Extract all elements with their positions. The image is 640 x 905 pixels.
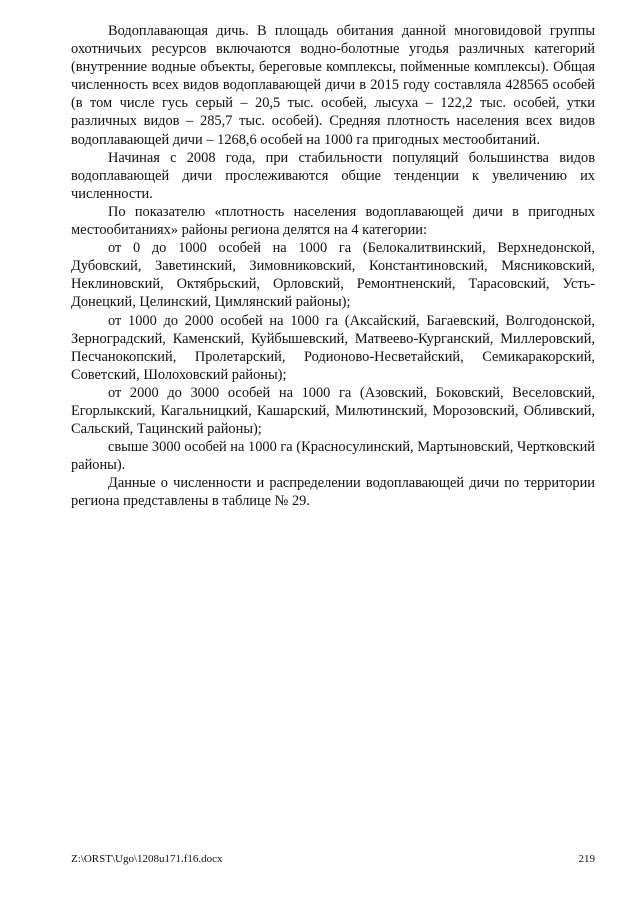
paragraph-waterfowl-intro: Водоплавающая дичь. В площадь обитания данной многовидовой группы охотничьих ресурсов включаются водно-болотные угодья различных категорий (внутренние водные объекты, береговые комплексы, пойменные комплексы). Общая численность всех видов водоплавающей дичи в 2015 году составляла 428565 особей (в том числе гусь серый – 20,5 тыс. особей, лысуха – 122,2 тыс. особей, утки различных видов – 285,7 тыс. особей). Средняя плотность населения всех видов водоплавающей дичи – 1268,6 особей на 1000 га пригодных местообитаний. <box>71 23 595 148</box>
paragraph-category-over-3000: свыше 3000 особей на 1000 га (Красносулинский, Мартыновский, Чертковский районы). <box>71 439 595 474</box>
page-number: 219 <box>578 853 595 865</box>
paragraph-table-reference: Данные о численности и распределении водоплавающей дичи по территории региона представлены в таблице № 29. <box>71 475 595 510</box>
document-body <box>71 22 595 511</box>
paragraph-category-0-1000: от 0 до 1000 особей на 1000 га (Белокалитвинский, Верхнедонской, Дубовский, Заветинский, Зимовниковский, Константиновский, Мясниковский, Неклиновский, Октябрьский, Орловский, Ремонтненский, Тарасовский, Усть-Донецкий, Целинский, Цимлянский районы); <box>71 240 595 311</box>
paragraph-category-1000-2000: от 1000 до 2000 особей на 1000 га (Аксайский, Багаевский, Волгодонской, Зерноградский, Каменский, Куйбышевский, Матвеево-Курганский, Миллеровский, Песчанокопский, Пролетарский, Родионово-Несветайский, Семикаракорский, Советский, Шолоховский районы); <box>71 312 595 383</box>
file-path: Z:\ORST\Ugo\1208u171.f16.docx <box>71 853 223 865</box>
paragraph-trend: Начиная с 2008 года, при стабильности популяций большинства видов водоплавающей дичи прослеживаются общие тенденции к увеличению их численности. <box>71 149 595 202</box>
paragraph-categories-intro: По показателю «плотность населения водоплавающей дичи в пригодных местообитаниях» районы региона делятся на 4 категории: <box>71 203 595 239</box>
paragraph-category-2000-3000: от 2000 до 3000 особей на 1000 га (Азовский, Боковский, Веселовский, Егорлыкский, Кагальницкий, Кашарский, Милютинский, Морозовский, Обливский, Сальский, Тацинский районы); <box>71 384 595 438</box>
